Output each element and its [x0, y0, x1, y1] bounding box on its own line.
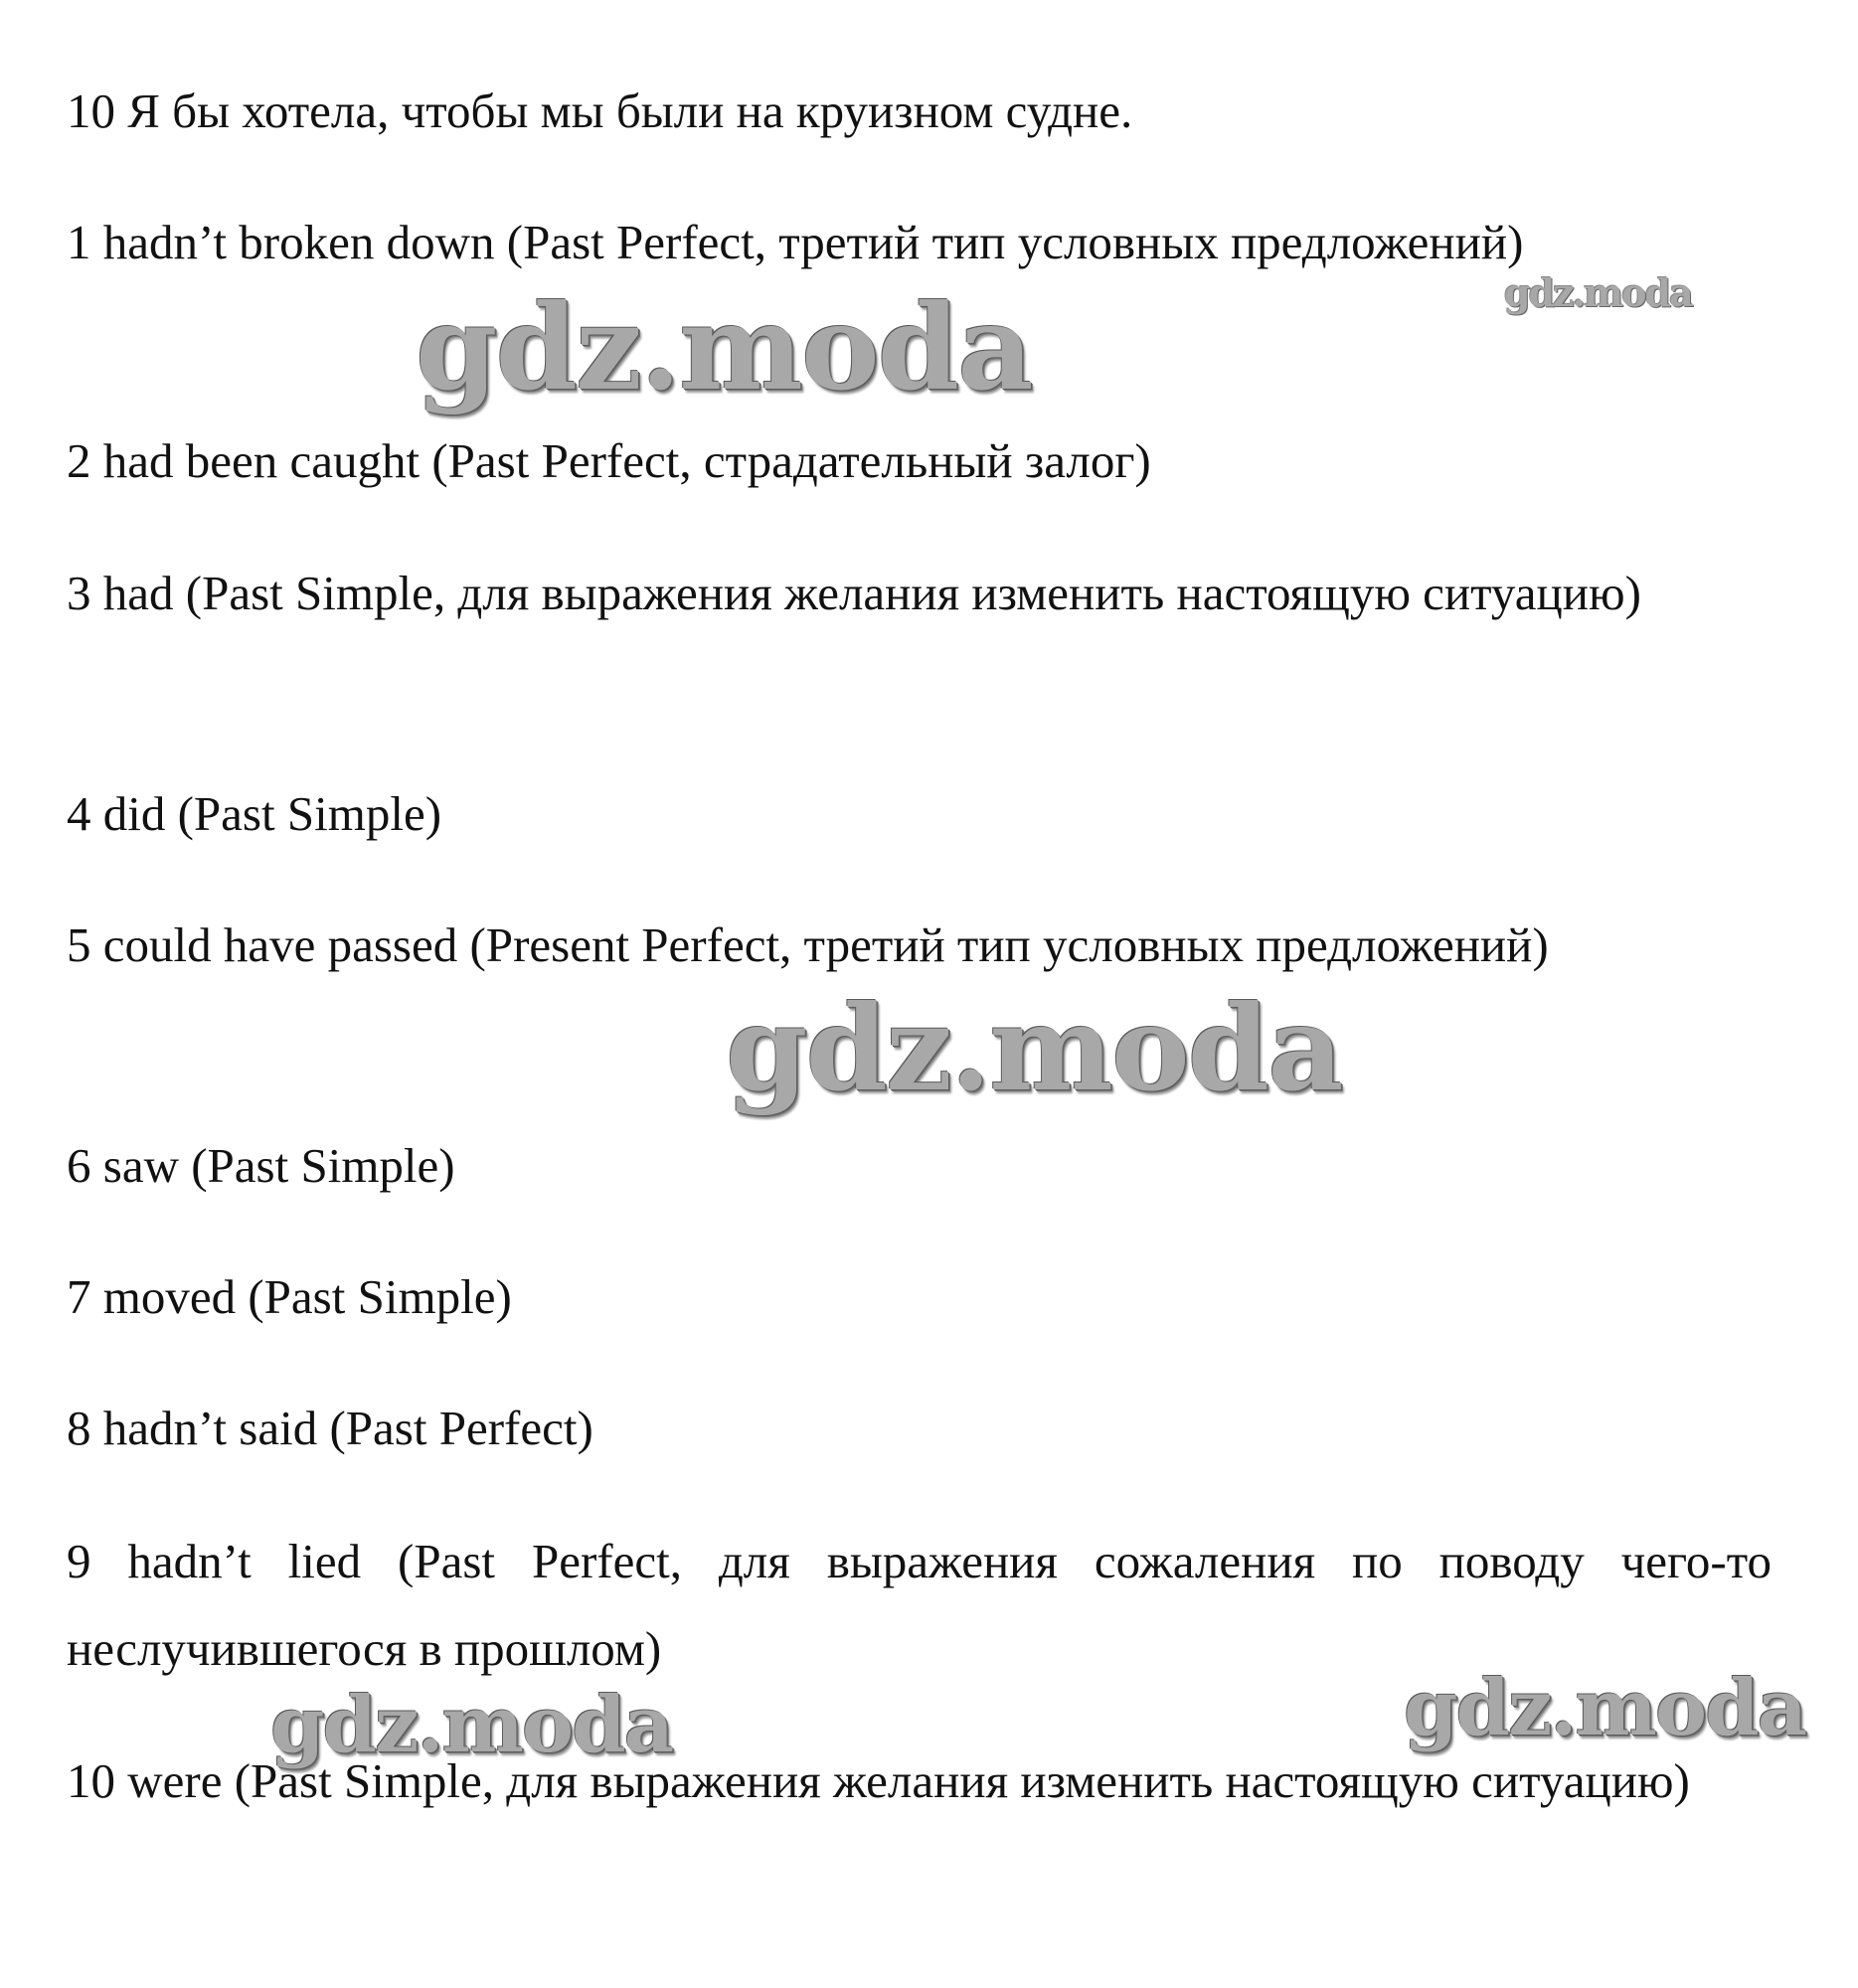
answer-9: 9 hadn’t lied (Past Perfect, для выражения сожаления по поводу чего-то неслучившегося в прошлом): [67, 1534, 1772, 1676]
line-intro-translation: 10 Я бы хотела, чтобы мы были на круизном судне.: [67, 83, 1133, 138]
watermark-logo: gdz.moda: [726, 979, 1342, 1117]
answer-10: 10 were (Past Simple, для выражения желания изменить настоящую ситуацию): [67, 1753, 1690, 1808]
answer-8: 8 hadn’t said (Past Perfect): [67, 1401, 593, 1455]
watermark-logo: gdz.moda: [416, 278, 1032, 416]
watermark-logo: gdz.moda: [1404, 1663, 1806, 1753]
answer-1: 1 hadn’t broken down (Past Perfect, третий тип условных предложений): [67, 215, 1524, 269]
answer-2: 2 had been caught (Past Perfect, страдательный залог): [67, 433, 1151, 488]
answer-4: 4 did (Past Simple): [67, 786, 442, 841]
watermark-logo: gdz.moda: [1504, 270, 1692, 315]
answer-6: 6 saw (Past Simple): [67, 1138, 455, 1193]
watermark-logo: gdz.moda: [270, 1680, 673, 1770]
answer-7: 7 moved (Past Simple): [67, 1269, 512, 1324]
answer-3: 3 had (Past Simple, для выражения желания изменить настоящую ситуацию): [67, 566, 1641, 620]
answer-5: 5 could have passed (Present Perfect, третий тип условных предложений): [67, 917, 1549, 972]
